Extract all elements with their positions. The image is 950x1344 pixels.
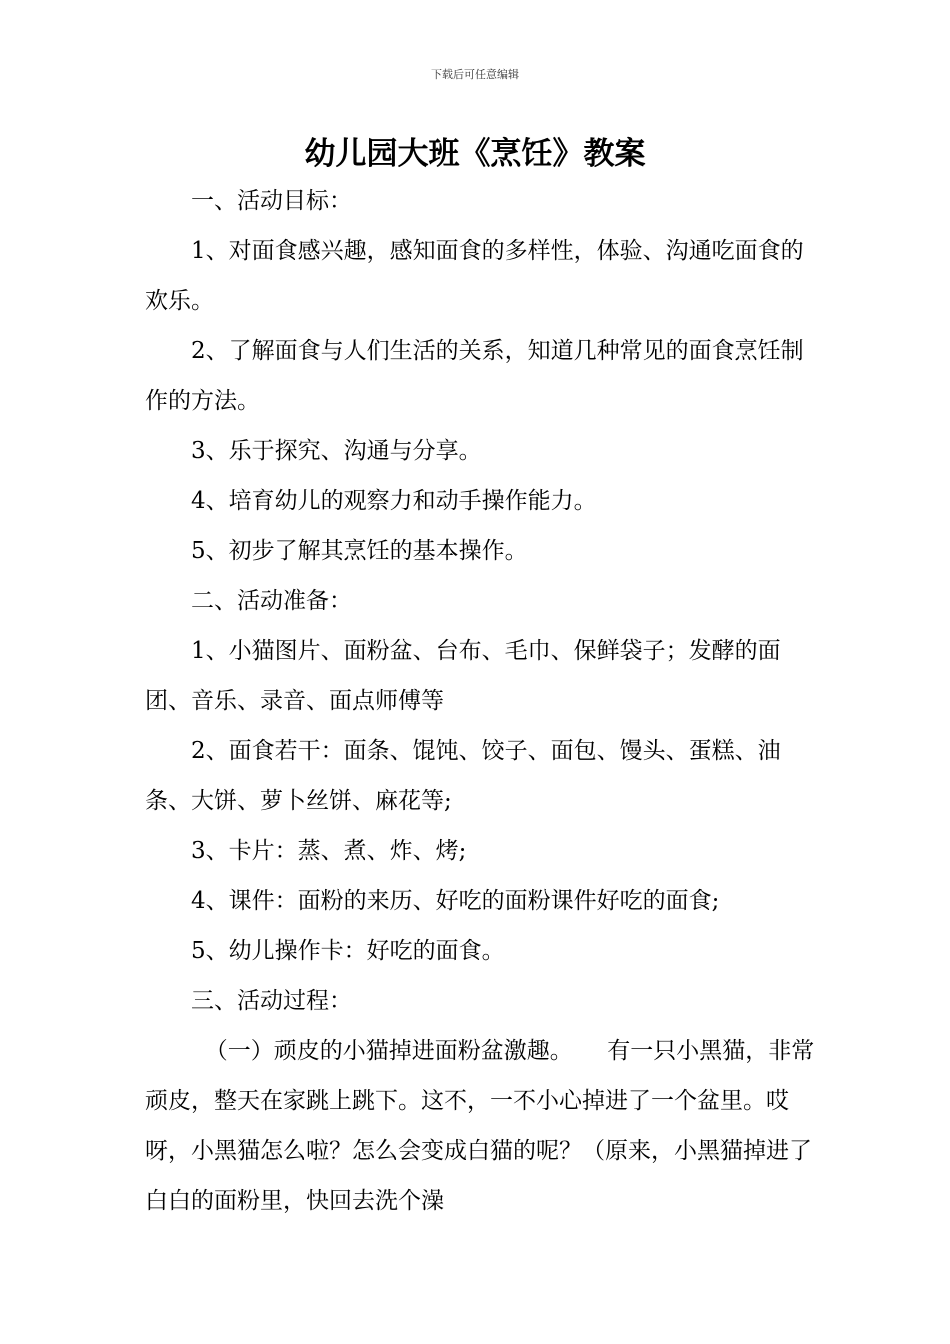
paragraph: 4、培育幼儿的观察力和动手操作能力。	[191, 488, 597, 514]
section-heading-goals: 一、活动目标：	[191, 188, 352, 214]
document-body	[145, 176, 825, 1226]
paragraph: 5、初步了解其烹饪的基本操作。	[191, 538, 528, 564]
paragraph: （一）顽皮的小猫掉进面粉盆激趣。 有一只小黑猫，非常顽皮，整天在家跳上跳下。这不，一不小心掉进了一个盆里。哎呀，小黑猫怎么啦？怎么会变成白猫的呢？（原来，小黑猫掉进了白白的面粉里，快回去洗个澡	[145, 1038, 815, 1214]
paragraph: 1、对面食感兴趣，感知面食的多样性，体验、沟通吃面食的欢乐。	[145, 238, 804, 314]
paragraph: 3、乐于探究、沟通与分享。	[191, 438, 482, 464]
section-heading-preparation: 二、活动准备：	[191, 588, 352, 614]
document-title: 幼儿园大班《烹饪》教案	[304, 136, 646, 172]
header-note: 下载后可任意编辑	[431, 68, 519, 81]
paragraph: 5、幼儿操作卡：好吃的面食。	[191, 938, 505, 964]
paragraph: 2、面食若干：面条、馄饨、饺子、面包、馒头、蛋糕、油条、大饼、萝卜丝饼、麻花等;	[145, 738, 781, 814]
paragraph: 2、了解面食与人们生活的关系，知道几种常见的面食烹饪制作的方法。	[145, 338, 804, 414]
paragraph: 1、小猫图片、面粉盆、台布、毛巾、保鲜袋子；发酵的面团、音乐、录音、面点师傅等	[145, 638, 781, 714]
paragraph: 3、卡片：蒸、煮、炸、烤;	[191, 838, 467, 864]
section-heading-process: 三、活动过程：	[191, 988, 352, 1014]
paragraph: 4、课件：面粉的来历、好吃的面粉课件好吃的面食;	[191, 888, 720, 914]
